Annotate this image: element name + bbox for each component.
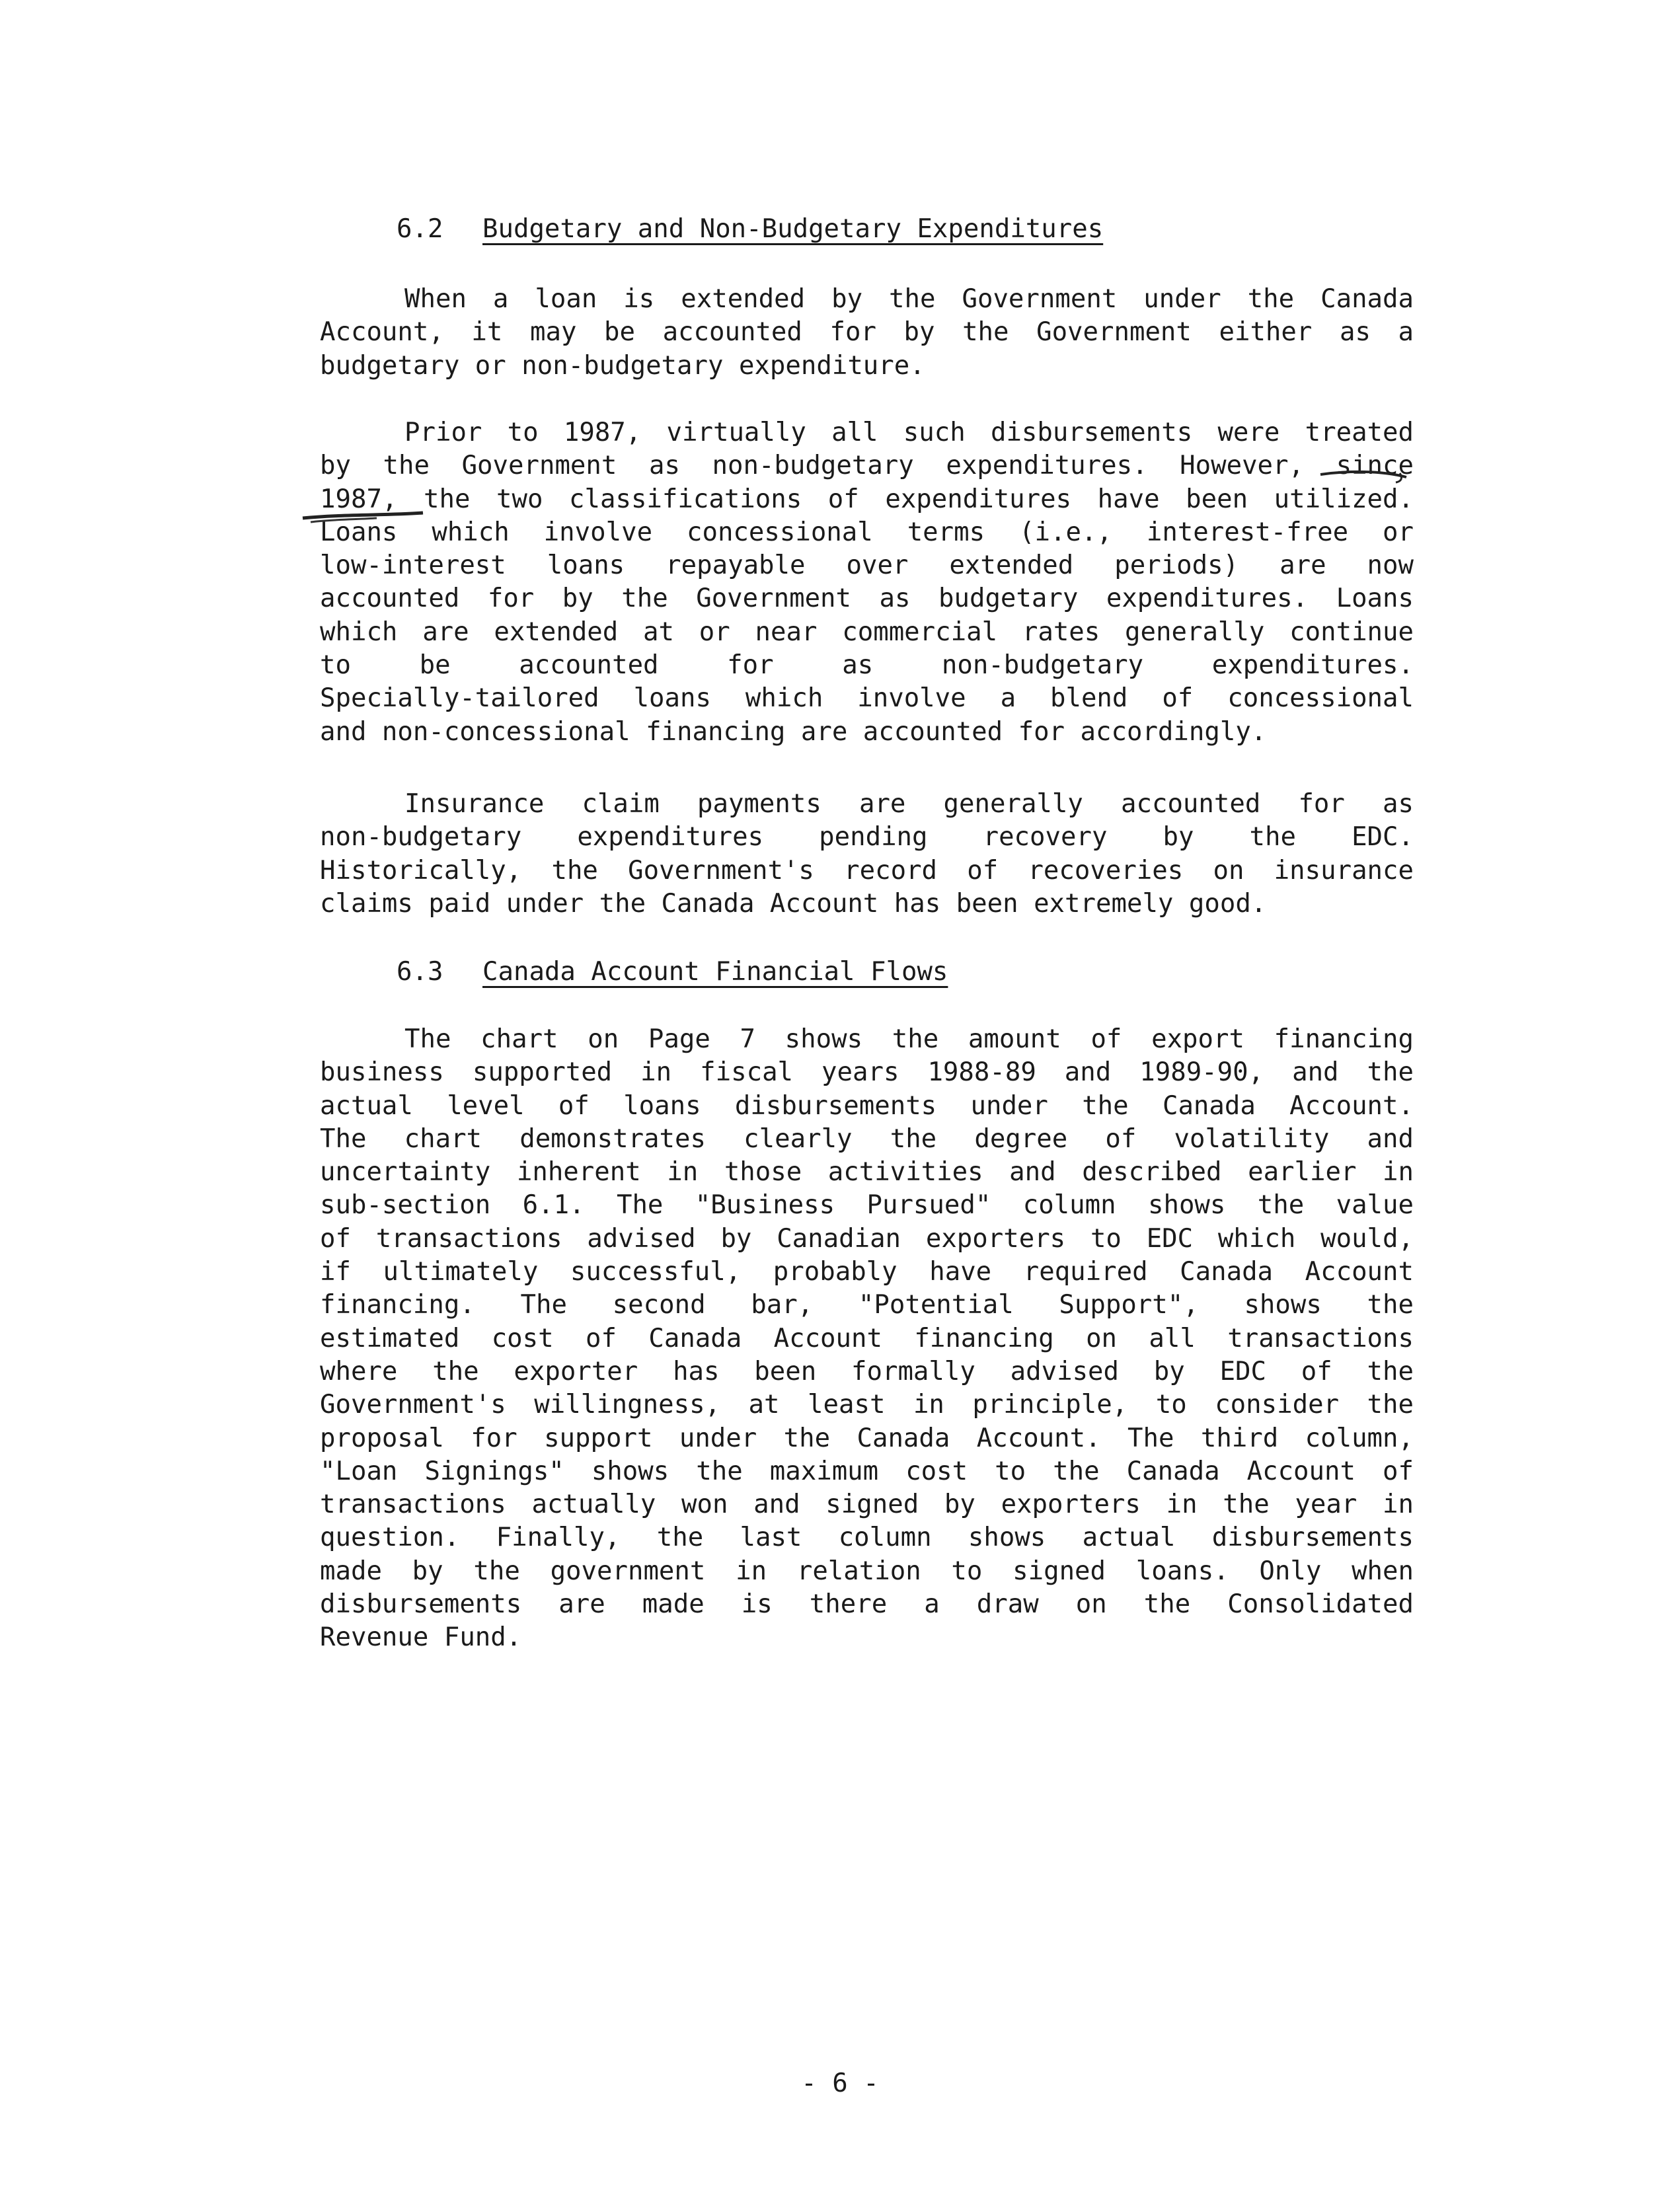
- text-line: Government's willingness, at least in principle, to consider the: [320, 1390, 1414, 1420]
- text-line: When a loan is extended by the Government under the Canada: [404, 284, 1414, 314]
- text-line: non-budgetary expenditures pending recovery by the EDC.: [320, 822, 1414, 853]
- text-line: actual level of loans disbursements under the Canada Account.: [320, 1090, 1414, 1121]
- section-heading-6-2: [397, 213, 1103, 246]
- text-line: financing. The second bar, "Potential Support", shows the: [320, 1290, 1414, 1320]
- paragraph: [320, 788, 1414, 921]
- text-line: where the exporter has been formally advised by EDC of the: [320, 1356, 1414, 1386]
- text-line: Account, it may be accounted for by the Government either as a: [320, 317, 1414, 348]
- paragraph: [320, 1023, 1414, 1655]
- section-number: 6.3: [397, 957, 443, 987]
- text-line: 1987, the two classifications of expenditures have been utilized.: [320, 484, 1414, 514]
- text-line: Specially-tailored loans which involve a blend of concessional: [320, 683, 1414, 714]
- text-line: disbursements are made is there a draw on the Consolidated: [320, 1589, 1414, 1620]
- paragraph: [320, 283, 1414, 383]
- text-line: claims paid under the Canada Account has been extremely good.: [320, 888, 1267, 919]
- text-line: Prior to 1987, virtually all such disbursements were treated: [404, 418, 1414, 447]
- text-line: Loans which involve concessional terms (i.e., interest-free or: [320, 517, 1414, 547]
- text-line: low-interest loans repayable over extended periods) are now: [320, 550, 1414, 581]
- paragraph: [320, 416, 1414, 749]
- text-line: of transactions advised by Canadian exporters to EDC which would,: [320, 1223, 1414, 1254]
- section-number: 6.2: [397, 214, 443, 244]
- text-line: Historically, the Government's record of recoveries on insurance: [320, 855, 1414, 886]
- section-title: Budgetary and Non-Budgetary Expenditures: [482, 214, 1104, 244]
- text-line: uncertainty inherent in those activities and described earlier in: [320, 1157, 1414, 1188]
- text-line: which are extended at or near commercial rates generally continue: [320, 617, 1414, 647]
- text-line: business supported in fiscal years 1988-89 and 1989-90, and the: [320, 1057, 1414, 1088]
- text-line: and non-concessional financing are accounted for accordingly.: [320, 716, 1267, 747]
- text-line: Insurance claim payments are generally accounted for as: [404, 789, 1414, 819]
- text-line: question. Finally, the last column shows actual disbursements: [320, 1523, 1414, 1553]
- text-line: The chart on Page 7 shows the amount of export financing: [404, 1024, 1414, 1054]
- text-line: "Loan Signings" shows the maximum cost to the Canada Account of: [320, 1456, 1414, 1486]
- text-line: by the Government as non-budgetary expenditures. However, since: [320, 451, 1414, 481]
- text-line: Revenue Fund.: [320, 1622, 522, 1653]
- text-line: sub-section 6.1. The "Business Pursued" column shows the value: [320, 1190, 1414, 1221]
- text-line: made by the government in relation to signed loans. Only when: [320, 1556, 1414, 1586]
- text-line: transactions actually won and signed by exporters in the year in: [320, 1490, 1414, 1520]
- text-line: budgetary or non-budgetary expenditure.: [320, 350, 925, 381]
- section-title: Canada Account Financial Flows: [482, 957, 948, 987]
- page-number: - 6 -: [801, 2068, 879, 2098]
- text-line: The chart demonstrates clearly the degree of volatility and: [320, 1123, 1414, 1154]
- text-line: to be accounted for as non-budgetary expenditures.: [320, 650, 1414, 681]
- text-line: if ultimately successful, probably have required Canada Account: [320, 1257, 1414, 1287]
- text-line: proposal for support under the Canada Account. The third column,: [320, 1423, 1414, 1453]
- section-heading-6-3: [397, 956, 948, 989]
- text-line: accounted for by the Government as budgetary expenditures. Loans: [320, 584, 1414, 614]
- text-line: estimated cost of Canada Account financing on all transactions: [320, 1323, 1414, 1353]
